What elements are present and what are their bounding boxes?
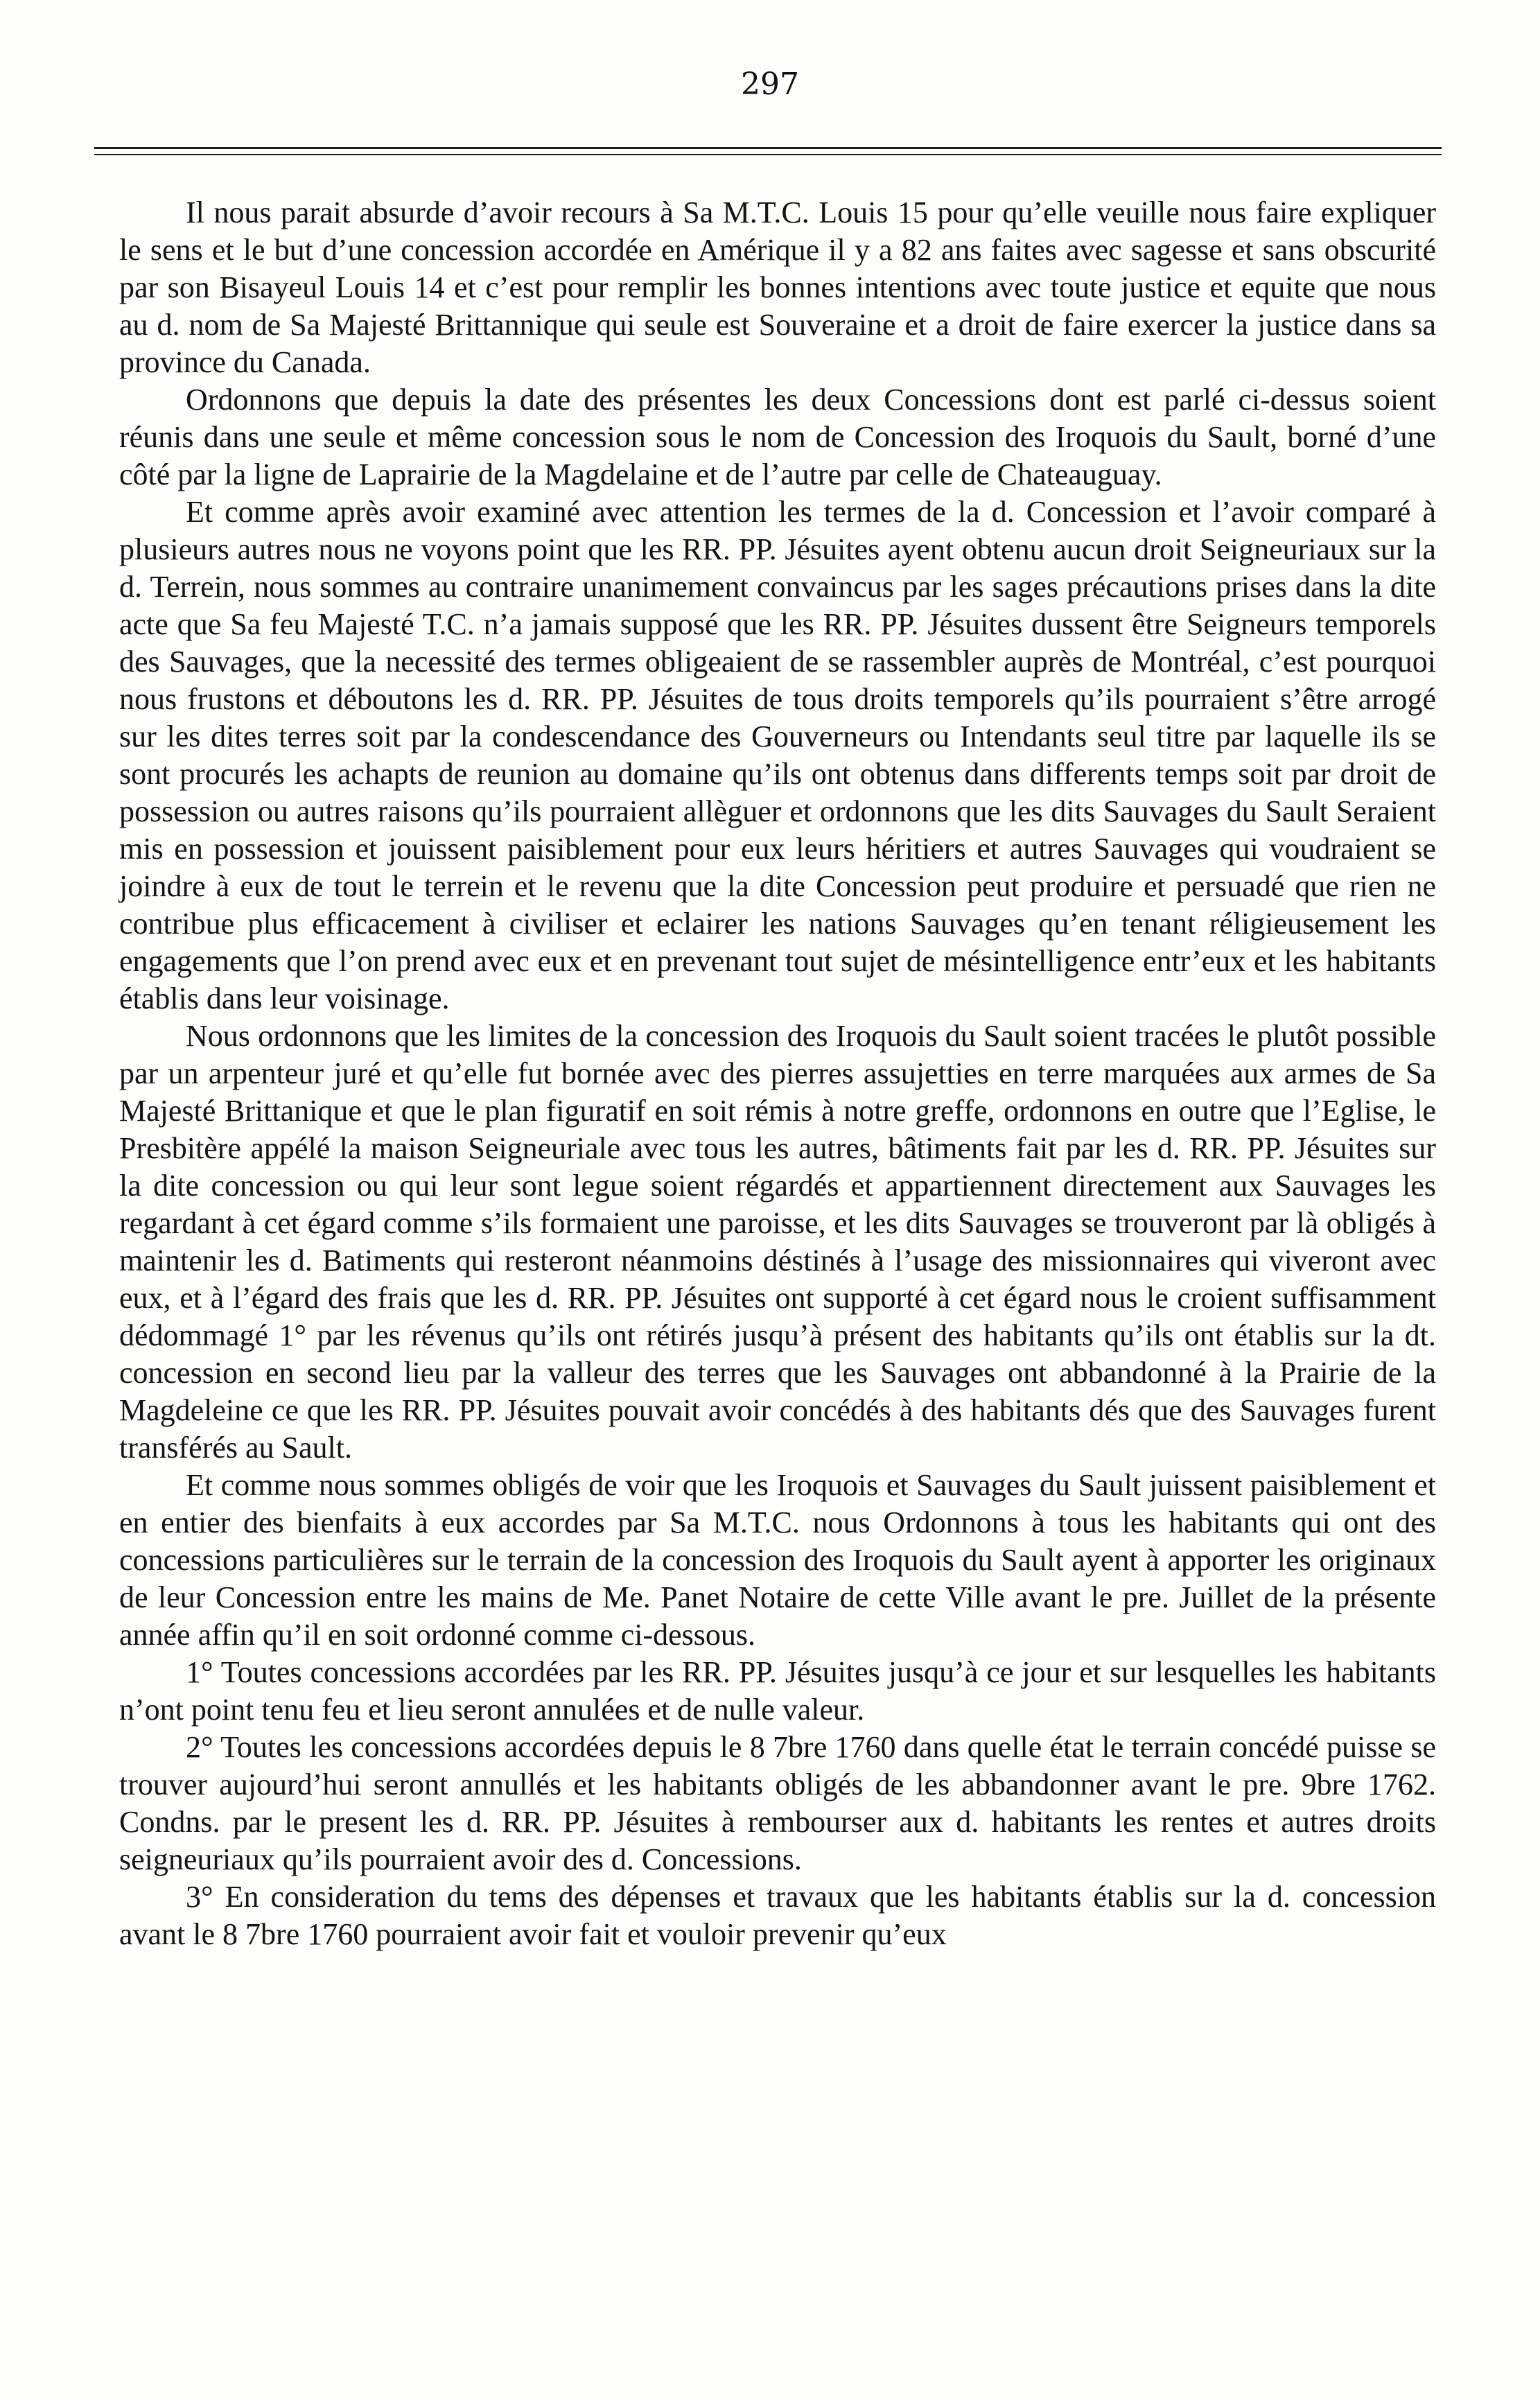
- paragraph: 1° Toutes concessions accordées par les RR. PP. Jésuites jusqu’à ce jour et sur lesquelles les habitants n’ont point tenu feu et lieu seront annulées et de nulle valeur.: [119, 1655, 1436, 1727]
- paragraph: Nous ordonnons que les limites de la concession des Iroquois du Sault soient tracées le plutôt possible par un arpenteur juré et qu’elle fut bornée avec des pierres assujetties en terre marquées aux armes de Sa Majesté Brittanique et que le plan figuratif en soit rémis à notre greffe, ordonnons en outre que l’Eglise, le Presbitère appélé la maison Seigneuriale avec tous les autres, bâtiments fait par les d. RR. PP. Jésuites sur la dite concession ou qui leur sont legue soient régardés et appartiennent directement aux Sauvages les regardant à cet égard comme s’ils formaient une paroisse, et les dits Sauvages se trouveront par là obligés à maintenir les d. Batiments qui resteront néanmoins déstinés à l’usage des missionnaires qui viveront avec eux, et à l’égard des frais que les d. RR. PP. Jésuites ont supporté à cet égard nous le croient suffisamment dédommagé 1° par les révenus qu’ils ont rétirés jusqu’à présent des habitants qu’ils ont établis sur la dt. concession en second lieu par la valleur des terres que les Sauvages ont abbandonné à la Prairie de la Magdeleine ce que les RR. PP. Jésuites pouvait avoir concédés à des habitants dés que des Sauvages furent transférés au Sault.: [119, 1019, 1436, 1465]
- header-rule-top: [94, 147, 1442, 149]
- page-number: 297: [741, 67, 799, 102]
- body-text: [119, 194, 1436, 1953]
- paragraph: 3° En consideration du tems des dépenses et travaux que les habitants établis sur la d. concession avant le 8 7bre 1760 pourraient avoir fait et vouloir prevenir qu’eux: [119, 1880, 1436, 1951]
- header-rule-bottom: [94, 154, 1442, 155]
- paragraph: Et comme après avoir examiné avec attention les termes de la d. Concession et l’avoir comparé à plusieurs autres nous ne voyons point que les RR. PP. Jésuites ayent obtenu aucun droit Seigneuriaux sur la d. Terrein, nous sommes au contraire unanimement convaincus par les sages précautions prises dans la dite acte que Sa feu Majesté T.C. n’a jamais supposé que les RR. PP. Jésuites dussent être Seigneurs temporels des Sauvages, que la necessité des termes obligeaient de se rassembler auprès de Montréal, c’est pourquoi nous frustons et déboutons les d. RR. PP. Jésuites de tous droits temporels qu’ils pourraient s’être arrogé sur les dites terres soit par la condescendance des Gouverneurs ou Intendants seul titre par laquelle ils se sont procurés les achapts de reunion au domaine qu’ils ont obtenus dans differents temps soit par droit de possession ou autres raisons qu’ils pourraient allèguer et ordonnons que les dits Sauvages du Sault Seraient mis en possession et jouissent paisiblement pour eux leurs héritiers et autres Sauvages qui voudraient se joindre à eux de tout le terrein et le revenu que la dite Concession peut produire et persuadé que rien ne contribue plus efficacement à civiliser et eclairer les nations Sauvages qu’en tenant réligieusement les engagements que l’on prend avec eux et en prevenant tout sujet de mésintelligence entr’eux et les habitants établis dans leur voisinage.: [119, 495, 1436, 1015]
- paragraph: Et comme nous sommes obligés de voir que les Iroquois et Sauvages du Sault juissent paisiblement et en entier des bienfaits à eux accordes par Sa M.T.C. nous Ordonnons à tous les habitants qui ont des concessions particulières sur le terrain de la concession des Iroquois du Sault ayent à apporter les originaux de leur Concession entre les mains de Me. Panet Notaire de cette Ville avant le pre. Juillet de la présente année affin qu’il en soit ordonné comme ci-dessous.: [119, 1468, 1436, 1652]
- paragraph: Il nous parait absurde d’avoir recours à Sa M.T.C. Louis 15 pour qu’elle veuille nous faire expliquer le sens et le but d’une concession accordée en Amérique il y a 82 ans faites avec sagesse et sans obscurité par son Bisayeul Louis 14 et c’est pour remplir les bonnes intentions avec toute justice et equite que nous au d. nom de Sa Majesté Brittannique qui seule est Souveraine et a droit de faire exercer la justice dans sa province du Canada.: [119, 195, 1436, 379]
- paragraph: Ordonnons que depuis la date des présentes les deux Concessions dont est parlé ci-dessus soient réunis dans une seule et même concession sous le nom de Concession des Iroquois du Sault, borné d’une côté par la ligne de Laprairie de la Magdelaine et de l’autre par celle de Chateauguay.: [119, 383, 1436, 491]
- paragraph: 2° Toutes les concessions accordées depuis le 8 7bre 1760 dans quelle état le terrain concédé puisse se trouver aujourd’hui seront annullés et les habitants obligés de les abbandonner avant le pre. 9bre 1762. Condns. par le present les d. RR. PP. Jésuites à rembourser aux d. habitants les rentes et autres droits seigneuriaux qu’ils pourraient avoir des d. Concessions.: [119, 1730, 1436, 1876]
